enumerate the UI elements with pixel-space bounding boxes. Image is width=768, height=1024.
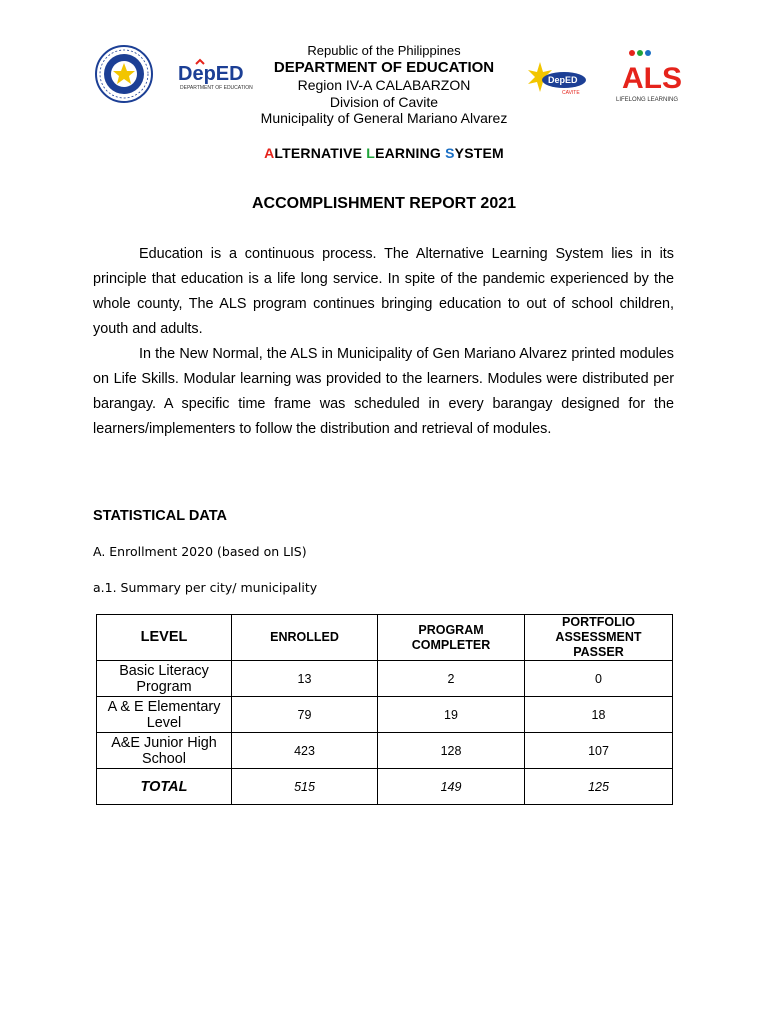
table-total-row — [97, 769, 673, 805]
cell-level: A&E Junior High School — [97, 733, 232, 769]
cell-passer: 0 — [525, 661, 673, 697]
cell-level: Basic Literacy Program — [97, 661, 232, 697]
cavite-logo-text: DepED — [548, 75, 578, 85]
table-header-row — [97, 615, 673, 661]
header-region: Region IV-A CALABARZON — [297, 77, 471, 93]
cell-level: A & E Elementary Level — [97, 697, 232, 733]
header-division: Division of Cavite — [329, 94, 439, 110]
header-republic: Republic of the Philippines — [307, 43, 461, 58]
deped-logo-sub: DEPARTMENT OF EDUCATION — [180, 85, 253, 91]
als-logo-text: ALS — [622, 62, 682, 95]
header-enrolled: ENROLLED — [232, 615, 378, 661]
cell-completer: 2 — [378, 661, 525, 697]
header-department: DEPARTMENT OF EDUCATION — [273, 59, 495, 76]
table-row — [97, 661, 673, 697]
als-logo-tag: LIFELONG LEARNING — [616, 97, 679, 103]
deped-logo-text: DepED — [178, 63, 244, 85]
header-portfolio-passer: PORTFOLIO ASSESSMENT PASSER — [525, 615, 673, 661]
header-municipality: Municipality of General Mariano Alvarez — [260, 110, 508, 126]
enrollment-table — [96, 614, 673, 805]
enrollment-subheading: A. Enrollment 2020 (based on LIS) — [93, 544, 307, 559]
summary-subheading: a.1. Summary per city/ municipality — [93, 580, 318, 595]
cell-enrolled: 13 — [232, 661, 378, 697]
cell-total-label: TOTAL — [97, 769, 232, 805]
cell-enrolled: 79 — [232, 697, 378, 733]
paragraph-intro: Education is a continuous process. The Alternative Learning System lies in its principle that education is a life long service. In spite of the pandemic experienced by the whole county, The ALS program continues bringing education to out of school children, youth and adults. — [93, 246, 674, 337]
cell-total-completer: 149 — [378, 769, 525, 805]
deped-seal-logo — [92, 44, 156, 104]
cell-total-enrolled: 515 — [232, 769, 378, 805]
report-title: ACCOMPLISHMENT REPORT 2021 — [251, 195, 517, 212]
table-row — [97, 733, 673, 769]
program-title: ALTERNATIVE LEARNING SYSTEM — [264, 145, 504, 161]
als-logo — [614, 48, 682, 104]
cell-passer: 107 — [525, 733, 673, 769]
cavite-logo-sub: CAVITE — [562, 90, 580, 96]
cell-enrolled: 423 — [232, 733, 378, 769]
cell-passer: 18 — [525, 697, 673, 733]
paragraph-new-normal: In the New Normal, the ALS in Municipality of Gen Mariano Alvarez printed modules on Life Skills. Modular learning was provided to the learners. Modules were distributed per barangay. A specific time frame was scheduled in every barangay designed for the learners/implementers to follow the distribution and retrieval of modules. — [93, 346, 674, 437]
header-program-completer: PROGRAM COMPLETER — [378, 615, 525, 661]
statistical-heading: STATISTICAL DATA — [93, 508, 227, 524]
header-level: LEVEL — [97, 615, 232, 661]
cell-completer: 128 — [378, 733, 525, 769]
cell-total-passer: 125 — [525, 769, 673, 805]
cell-completer: 19 — [378, 697, 525, 733]
table-row — [97, 697, 673, 733]
